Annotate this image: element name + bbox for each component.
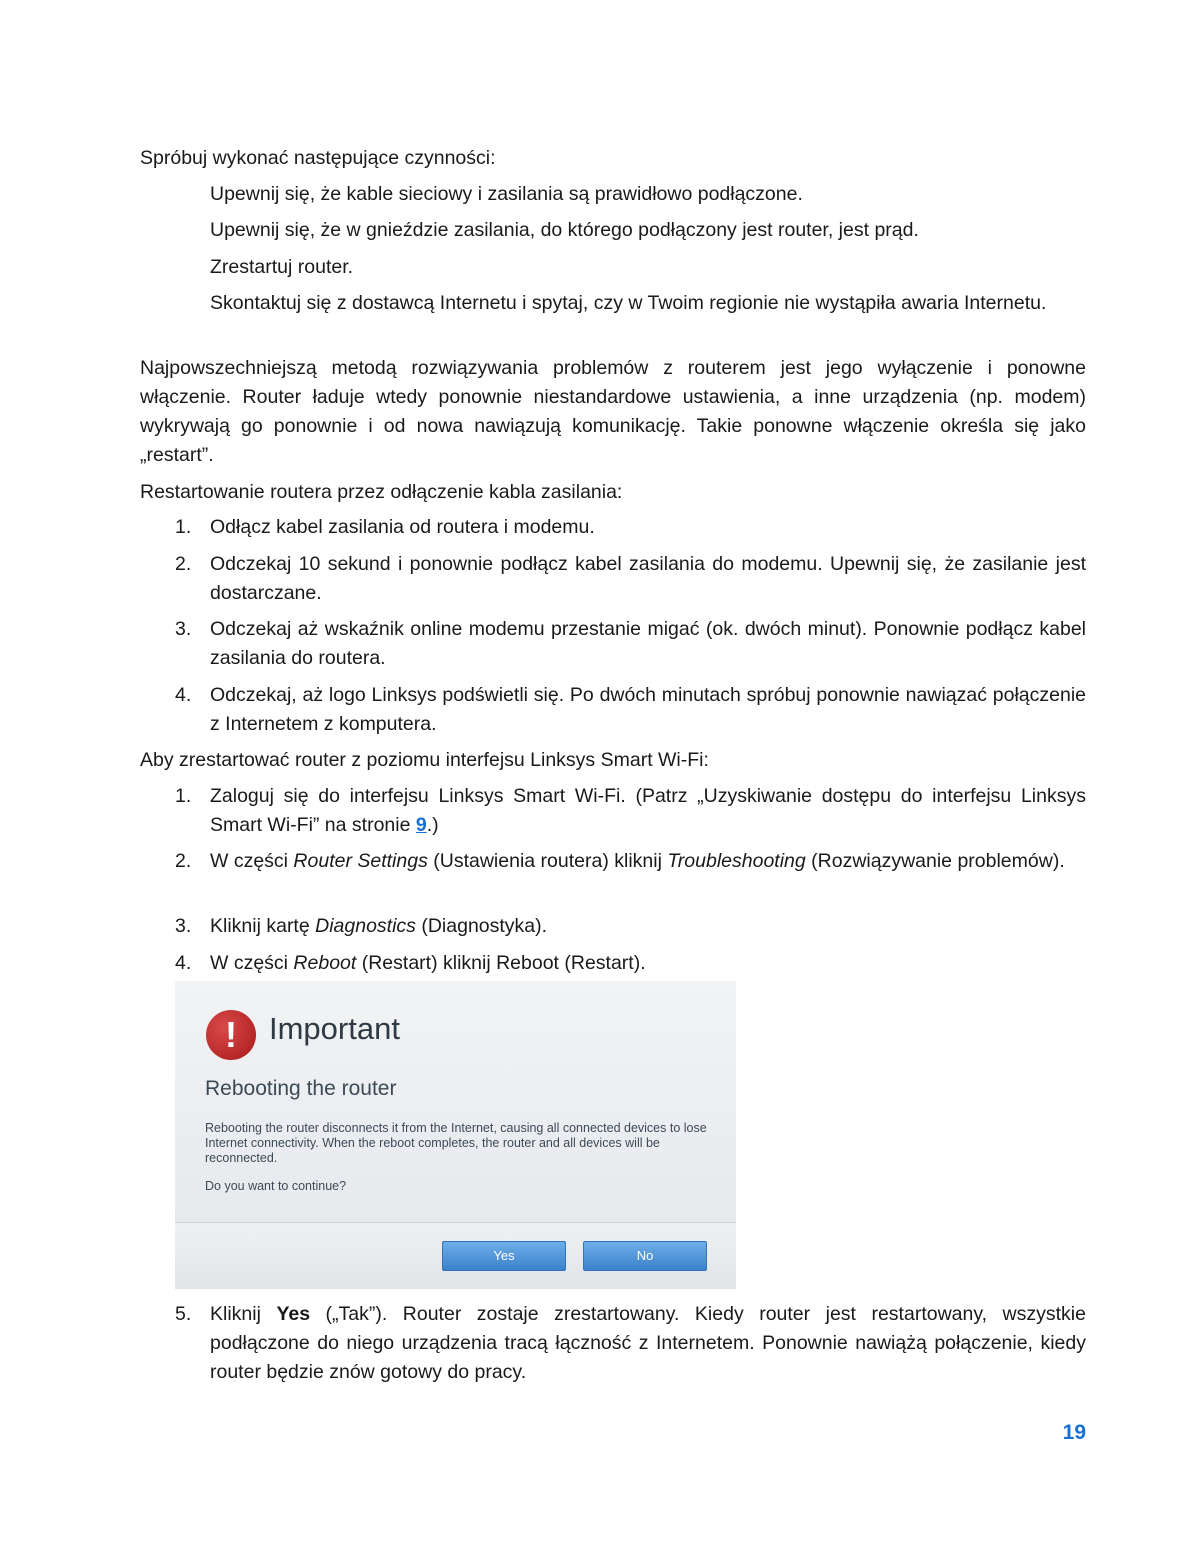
check-item: Upewnij się, że w gnieździe zasilania, do którego podłączony jest router, jest prąd. xyxy=(210,219,919,241)
ui-step-4 xyxy=(210,949,1086,978)
step-text: (Restart) kliknij Reboot (Restart). xyxy=(356,952,646,974)
step-number: 5. xyxy=(175,1303,192,1325)
dialog-title: Important xyxy=(269,1011,400,1046)
reboot-dialog-screenshot xyxy=(175,981,736,1289)
step-text: W części xyxy=(210,850,294,872)
step-emphasis: Reboot xyxy=(293,952,357,974)
power-step: Odczekaj 10 sekund i ponownie podłącz kabel zasilania do modemu. Upewnij się, że zasilanie jest dostarczane. xyxy=(210,553,1086,604)
step-number: 2. xyxy=(175,850,192,872)
step-number: 1. xyxy=(175,516,192,538)
step-text: („Tak”). Router zostaje zrestartowany. Kiedy router jest restartowany, wszystkie podłączone do niego urządzenia tracą łączność z Internetem. Ponownie nawiążą połączenie, kiedy router będzie znów gotowy do pracy. xyxy=(210,1303,1086,1383)
step-number: 4. xyxy=(175,952,192,974)
yes-button[interactable]: Yes xyxy=(442,1241,566,1271)
power-step: Odczekaj aż wskaźnik online modemu przestanie migać (ok. dwóch minut). Ponownie podłącz kabel zasilania do routera. xyxy=(210,618,1086,669)
step-text: (Rozwiązywanie problemów). xyxy=(805,850,1065,872)
step-text: Zaloguj się do interfejsu Linksys Smart Wi-Fi. (Patrz „Uzyskiwanie dostępu do interfejsu Linksys Smart Wi-Fi” na stronie xyxy=(210,785,1086,836)
alert-icon: ! xyxy=(206,1010,256,1060)
dialog-subtitle: Rebooting the router xyxy=(205,1077,397,1100)
power-step: Odłącz kabel zasilania od routera i modemu. xyxy=(210,516,595,538)
step-bold: Yes xyxy=(276,1303,311,1325)
step-text: (Ustawienia routera) kliknij xyxy=(427,850,668,872)
no-button[interactable]: No xyxy=(583,1241,707,1271)
step-text: (Diagnostyka). xyxy=(415,915,548,937)
step-text: Kliknij kartę xyxy=(210,915,316,937)
step-number: 2. xyxy=(175,553,192,575)
dialog-question: Do you want to continue? xyxy=(205,1179,347,1193)
step-number: 3. xyxy=(175,618,192,640)
step-number: 3. xyxy=(175,915,192,937)
step-text: .) xyxy=(426,814,439,836)
step-emphasis: Diagnostics xyxy=(315,915,416,937)
ui-step-3 xyxy=(210,912,1086,941)
ui-step-5 xyxy=(210,1300,1086,1387)
step-text: Kliknij xyxy=(210,1303,277,1325)
check-item: Skontaktuj się z dostawcą Internetu i spytaj, czy w Twoim regionie nie wystąpiła awaria Internetu. xyxy=(210,292,1047,314)
check-item: Upewnij się, że kable sieciowy i zasilania są prawidłowo podłączone. xyxy=(210,183,803,205)
step-text: W części xyxy=(210,952,294,974)
power-heading: Restartowanie routera przez odłączenie kabla zasilania: xyxy=(140,481,623,503)
check-item: Zrestartuj router. xyxy=(210,256,354,278)
page-number: 19 xyxy=(1062,1421,1086,1444)
step-emphasis: Troubleshooting xyxy=(667,850,806,872)
restart-paragraph: Najpowszechniejszą metodą rozwiązywania problemów z routerem jest jego wyłączenie i ponowne włączenie. Router ładuje wtedy ponownie niestandardowe ustawienia, a inne urządzenia (np. modem) wykrywają go ponownie i od nowa nawiązują komunikację. Takie ponowne włączenie określa się jako „restart”. xyxy=(140,357,1086,466)
dialog-body: Rebooting the router disconnects it from the Internet, causing all connected devices to lose Internet connectivity. When the reboot completes, the router and all devices will be reconnected. xyxy=(205,1121,707,1165)
ui-heading: Aby zrestartować router z poziomu interfejsu Linksys Smart Wi-Fi: xyxy=(140,749,709,771)
ui-step-1 xyxy=(210,782,1086,840)
page-link[interactable]: 9 xyxy=(415,814,427,836)
step-number: 4. xyxy=(175,684,192,706)
step-emphasis: Router Settings xyxy=(293,850,428,872)
step-number: 1. xyxy=(175,785,192,807)
power-step: Odczekaj, aż logo Linksys podświetli się. Po dwóch minutach spróbuj ponownie nawiązać połączenie z Internetem z komputera. xyxy=(210,684,1086,735)
intro-text: Spróbuj wykonać następujące czynności: xyxy=(140,147,496,169)
ui-step-2 xyxy=(210,847,1086,876)
